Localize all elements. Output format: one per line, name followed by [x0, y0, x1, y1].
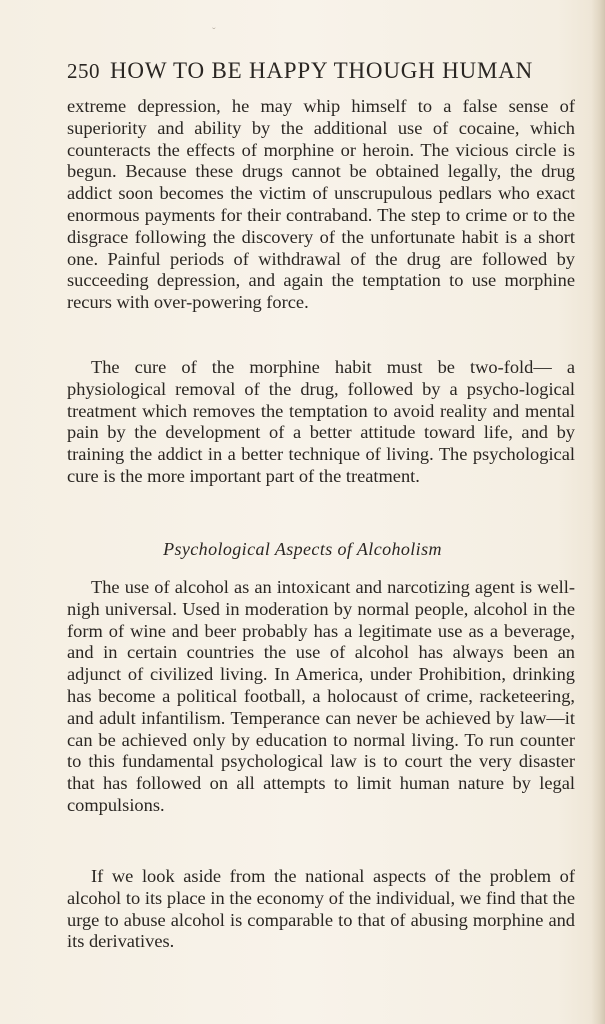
section-heading: Psychological Aspects of Alcoholism — [163, 539, 442, 559]
running-header — [67, 58, 577, 84]
stray-mark: ˇ — [212, 26, 216, 38]
page-number: 250 — [67, 59, 100, 83]
paragraph-morphine-cure: The cure of the morphine habit must be two-fold— a physiological removal of the drug, followed by a psycho-logical treatment which removes the temptation to avoid reality and mental pain by the development of a better attitude toward life, and by training the addict in a better technique of living. The psychological cure is the more important part of the treatment. — [67, 357, 575, 486]
page-edge-shadow — [591, 0, 605, 1024]
paragraph-continued: extreme depression, he may whip himself to a false sense of superiority and ability by the additional use of cocaine, which counteracts the effects of morphine or heroin. The vicious circle is begun. Because these drugs cannot be obtained legally, the drug addict soon becomes the victim of unscrupulous pedlars who exact enormous payments for their contraband. The step to crime or to the disgrace following the discovery of the unfortunate habit is a short one. Painful periods of withdrawal of the drug are followed by succeeding depression, and again the temptation to use morphine recurs with over-powering force. — [67, 96, 575, 313]
paragraph-alcohol-individual: If we look aside from the national aspects of the problem of alcohol to its place in the economy of the individual, we find that the urge to abuse alcohol is comparable to that of abusing morphine and its derivatives. — [67, 866, 575, 952]
running-title: HOW TO BE HAPPY THOUGH HUMAN — [110, 58, 534, 83]
paragraph-alcohol-use: The use of alcohol as an intoxicant and narcotizing agent is well-nigh universal. Used in moderation by normal people, alcohol in the form of wine and beer probably has a legitimate use as a beverage, and in certain countries the use of alcohol has always been an adjunct of civilized living. In America, under Prohibition, drinking has become a political football, a holocaust of crime, racketeering, and adult infantilism. Temperance can never be achieved by law—it can be achieved only by education to normal living. To run counter to this fundamental psychological law is to court the very disaster that has followed on all attempts to limit human nature by legal compulsions. — [67, 577, 575, 815]
